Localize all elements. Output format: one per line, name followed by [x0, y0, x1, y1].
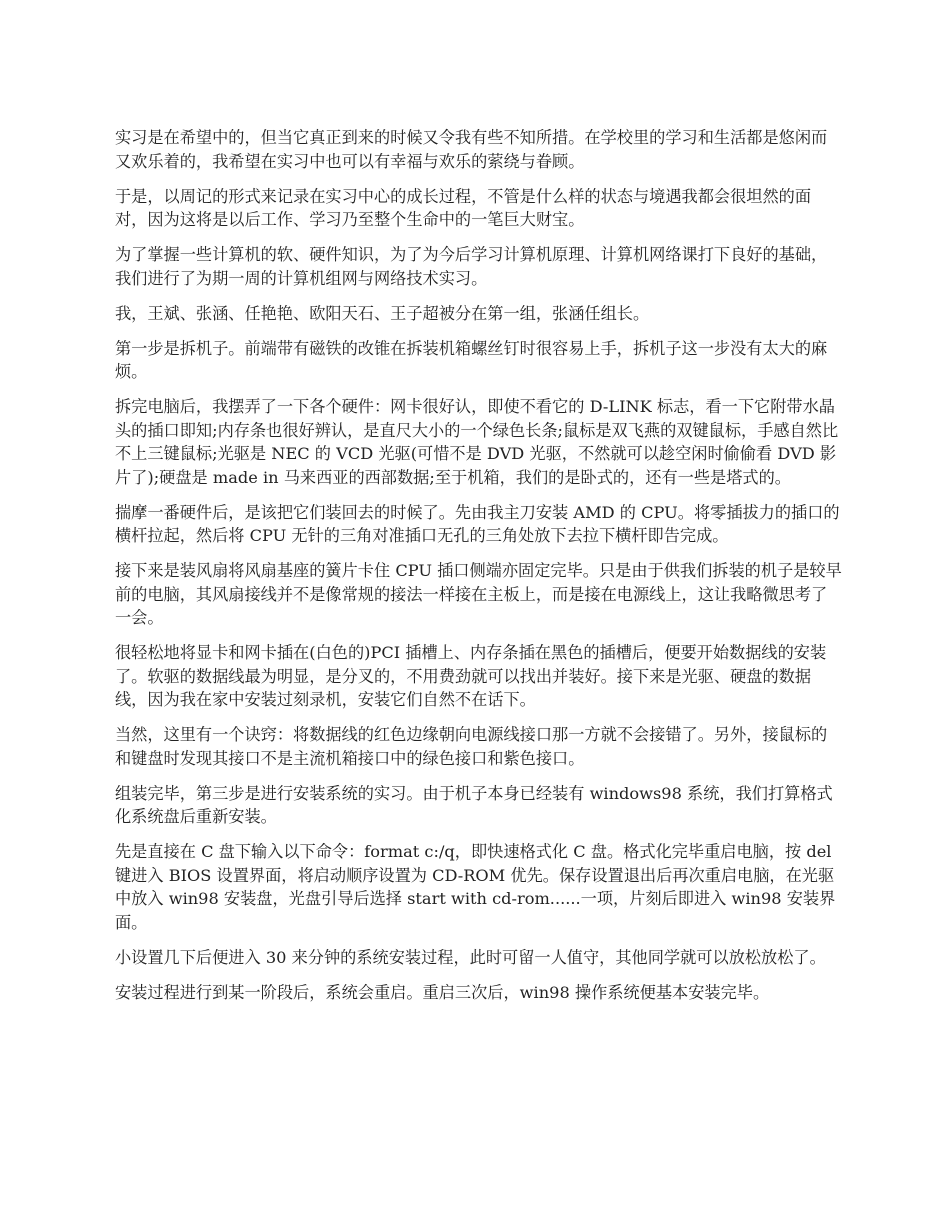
paragraph-8: 接下来是装风扇将风扇基座的簧片卡住 CPU 插口侧端亦固定完毕。只是由于供我们拆装的机子是较早前的电脑，其风扇接线并不是像常规的接法一样接在主板上，而是接在电源线上，这让我略微思考了一会。 [115, 561, 842, 627]
paragraph-6: 拆完电脑后，我摆弄了一下各个硬件：网卡很好认，即使不看它的 D-LINK 标志，看一下它附带水晶头的插口即知;内存条也很好辨认，是直尺大小的一个绿色长条;鼠标是双飞燕的双键鼠标，手感自然比不上三键鼠标;光驱是 NEC 的 VCD 光驱(可惜不是 DVD 光驱，不然就可以趁空闲时偷偷看 DVD 影片了);硬盘是 made in 马来西亚的西部数据;至于机箱，我们的是卧式的，还有一些是塔式的。 [115, 397, 839, 487]
paragraph-11: 组装完毕，第三步是进行安装系统的实习。由于机子本身已经装有 windows98 系统，我们打算格式化系统盘后重新安装。 [115, 783, 833, 826]
paragraph-10: 当然，这里有一个诀窍：将数据线的红色边缘朝向电源线接口那一方就不会接错了。另外，接鼠标的和键盘时发现其接口不是主流机箱接口中的绿色接口和紫色接口。 [115, 725, 828, 768]
paragraph-9: 很轻松地将显卡和网卡插在(白色的)PCI 插槽上、内存条插在黑色的插槽后，便要开始数据线的安装了。软驱的数据线最为明显，是分叉的，不用费劲就可以找出并装好。接下来是光驱、硬盘的数据线，因为我在家中安装过刻录机，安装它们自然不在话下。 [115, 643, 827, 709]
paragraph-2: 于是，以周记的形式来记录在实习中心的成长过程，不管是什么样的状态与境遇我都会很坦然的面对，因为这将是以后工作、学习乃至整个生命中的一笔巨大财宝。 [115, 186, 812, 229]
paragraph-13: 小设置几下后便进入 30 来分钟的系统安装过程，此时可留一人值守，其他同学就可以放松放松了。 [115, 947, 826, 967]
document-body [115, 126, 843, 1016]
paragraph-5: 第一步是拆机子。前端带有磁铁的改锥在拆装机箱螺丝钉时很容易上手，拆机子这一步没有太大的麻烦。 [115, 338, 828, 381]
paragraph-7: 揣摩一番硬件后，是该把它们装回去的时候了。先由我主刀安装 AMD 的 CPU。将零插拔力的插口的横杆拉起，然后将 CPU 无针的三角对准插口无孔的三角处放下去拉下横杆即告完成。 [115, 502, 840, 545]
paragraph-14: 安装过程进行到某一阶段后，系统会重启。重启三次后，win98 操作系统便基本安装完毕。 [115, 982, 770, 1002]
paragraph-3: 为了掌握一些计算机的软、硬件知识，为了为今后学习计算机原理、计算机网络课打下良好的基础，我们进行了为期一周的计算机组网与网络技术实习。 [115, 245, 828, 288]
paragraph-4: 我，王斌、张涵、任艳艳、欧阳天石、王子超被分在第一组，张涵任组长。 [115, 303, 650, 323]
paragraph-1: 实习是在希望中的，但当它真正到来的时候又令我有些不知所措。在学校里的学习和生活都是悠闲而又欢乐着的，我希望在实习中也可以有幸福与欢乐的萦绕与眷顾。 [115, 128, 828, 171]
paragraph-12: 先是直接在 C 盘下输入以下命令：format c:/q，即快速格式化 C 盘。格式化完毕重启电脑，按 del 键进入 BIOS 设置界面，将启动顺序设置为 CD-ROM 优先。保存设置退出后再次重启电脑，在光驱中放入 win98 安装盘，光盘引导后选择 start with cd-rom......一项，片刻后即进入 win98 安装界面。 [115, 842, 836, 932]
